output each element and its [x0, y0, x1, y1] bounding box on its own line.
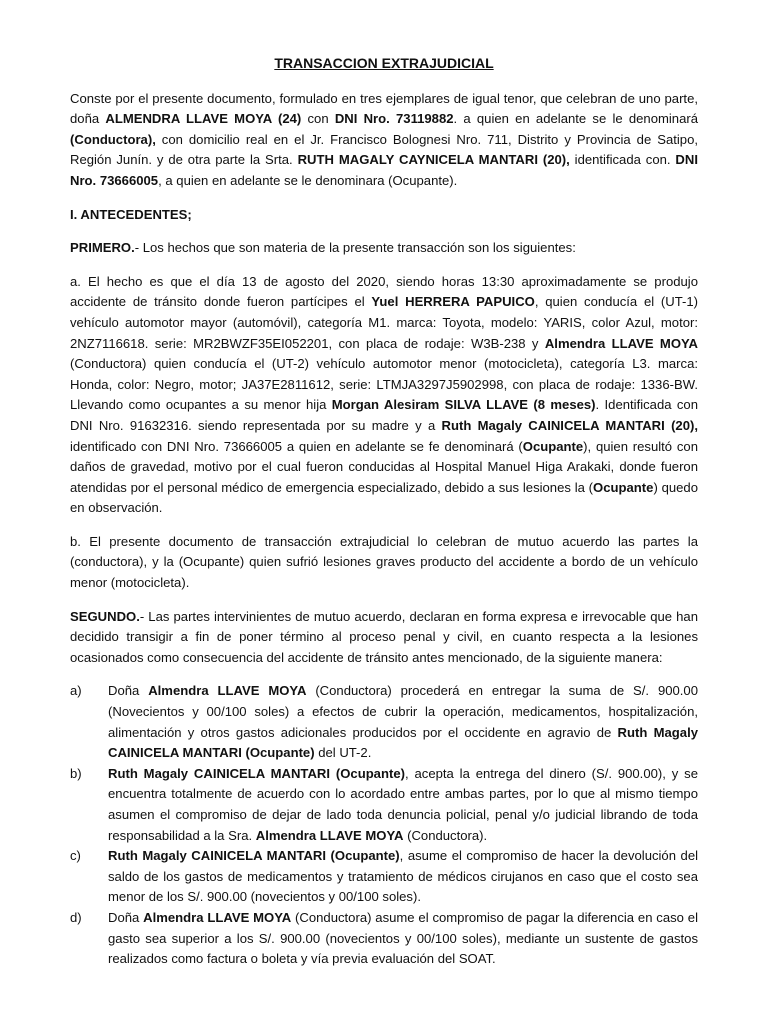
- bold-text-run: Yuel HERRERA PAPUICO: [371, 294, 535, 310]
- agreement-item: [70, 908, 698, 970]
- bold-text-run: ALMENDRA LLAVE MOYA (24): [105, 111, 302, 127]
- item-text: [108, 910, 698, 966]
- clause-segundo: [70, 607, 698, 669]
- text-run: Doña: [108, 909, 144, 925]
- text-run: con domicilio real en el Jr. Francisco Bolognesi Nro. 711, Distrito y Provincia de Satipo, Región Junín. y de otra parte la Srta.: [70, 131, 698, 168]
- bold-text-run: DNI Nro. 73119882: [334, 111, 454, 127]
- text-run: Doña: [108, 683, 149, 699]
- bold-text-run: Almendra LLAVE MOYA: [148, 683, 307, 699]
- text-run: b. El presente documento de transacción extrajudicial lo celebran de mutuo acuerdo las partes la (conductora), y la (Ocupante) quien sufrió lesiones graves producto del accidente a bordo de un vehículo menor (motocicleta).: [70, 533, 698, 591]
- text-run: , quien conducía el (UT-1) vehículo automotor mayor (automóvil), categoría M1. marca: Toyota, modelo: YARIS, color Azul, motor: 2NZ7116618. serie: MR2BWZF35EI052201, con placa de rodaje: W3B-238 y: [70, 294, 699, 351]
- item-marker: d): [70, 909, 82, 925]
- bold-text-run: Ruth Magaly CAINICELA MANTARI (Ocupante): [108, 848, 400, 864]
- text-run: , a quien en adelante se le denominara (Ocupante).: [158, 172, 458, 188]
- bold-text-run: Ruth Magaly CAINICELA MANTARI (Ocupante): [108, 724, 698, 761]
- text-run: (Conductora) asume el compromiso de pagar la diferencia en caso el gasto sea superior a los S/. 900.00 (novecientos y 00/100 soles), mediante un sustente de gastos realizados como factura o boleta y vía previa evaluación del SOAT.: [108, 909, 698, 967]
- text-run: identificada con.: [569, 152, 676, 168]
- item-marker: a): [70, 683, 82, 699]
- bold-text-run: Almendra LLAVE MOYA: [255, 827, 404, 843]
- section-heading-antecedentes: I. ANTECEDENTES;: [70, 206, 192, 222]
- item-marker: c): [70, 848, 81, 864]
- text-run: . Identificada con DNI Nro. 91632316. siendo representada por su madre y a: [70, 397, 698, 433]
- bold-text-run: Ocupante: [593, 479, 654, 495]
- text-run: ) quedo en observación.: [70, 479, 698, 516]
- bold-text-run: (Conductora),: [70, 131, 156, 147]
- text-run: - Las partes intervinientes de mutuo acuerdo, declaran en forma expresa e irrevocable que han decidido transigir a fin de poner término al proceso penal y civil, en cuanto respecta a la lesiones ocasionados como consecuencia del accidente de tránsito antes mencionado, de la siguiente manera:: [70, 608, 698, 665]
- text-run: Conste por el presente documento, formulado en tres ejemplares de igual tenor, que celebran de uno parte, doña: [70, 90, 698, 127]
- text-run: (Conductora).: [403, 827, 488, 843]
- agreement-list: [70, 681, 698, 969]
- document-title: TRANSACCION EXTRAJUDICIAL: [274, 55, 494, 71]
- bold-text-run: Ruth Magaly CAINICELA MANTARI (Ocupante): [108, 765, 405, 781]
- bold-text-run: Almendra LLAVE MOYA: [544, 335, 698, 351]
- text-run: con: [301, 111, 335, 127]
- text-run: - Los hechos que son materia de la presente transacción son los siguientes:: [134, 240, 576, 256]
- paragraph-b: [70, 532, 698, 594]
- text-run: , acepta la entrega del dinero (S/. 900.00), y se encuentra totalmente de acuerdo con lo acordado entre ambas partes, por lo que al mismo tiempo asumen el compromiso de dejar de lado toda denuncia policial, penal y/o judicial librando de toda responsabilidad a la Sra.: [108, 765, 698, 843]
- text-run: (Conductora) procederá en entregar la suma de S/. 900.00 (Novecientos y 00/100 soles) a efectos de cubrir la operación, medicamentos, hospitalización, alimentación y otros gastos adicionales producidos por el occidente en agravio de: [108, 683, 698, 740]
- bold-text-run: DNI Nro. 73666005: [70, 152, 698, 188]
- text-run: a. El hecho es que el día 13 de agosto del 2020, siendo horas 13:30 aproximadamente se produjo accidente de tránsito donde fueron partícipes el: [70, 273, 698, 310]
- text-run: identificado con DNI Nro. 73666005 a quien en adelante se fe denominará (: [70, 438, 523, 454]
- clause-primero: [70, 238, 698, 259]
- intro-paragraph: [70, 89, 698, 192]
- text-run: . a quien en adelante se le denominará: [453, 111, 698, 127]
- agreement-item: [70, 681, 698, 763]
- item-text: [108, 683, 698, 760]
- text-run: del UT-2.: [314, 745, 372, 761]
- text-run: (Conductora) quien conducía el (UT-2) vehículo automotor menor (motocicleta), categoría L3. marca: Honda, color: Negro, motor; JA37E2811612, serie: LTMJA3297J5902998, con placa de rodaje: 1336-BW. Llevando como ocupantes a su menor hija: [70, 356, 698, 413]
- bold-text-run: SEGUNDO.: [70, 608, 140, 624]
- bold-text-run: PRIMERO.: [70, 240, 135, 256]
- item-marker: b): [70, 765, 82, 781]
- agreement-item: [70, 846, 699, 908]
- bold-text-run: Almendra LLAVE MOYA: [143, 909, 292, 925]
- text-run: , asume el compromiso de hacer la devolución del saldo de los gastos de medicamentos y tratamiento de médicos cirujanos en caso que el costo sea menor de los S/. 900.00 (novecientos y 00/100 soles).: [108, 848, 699, 905]
- item-text: [108, 766, 698, 843]
- bold-text-run: RUTH MAGALY CAYNICELA MANTARI (20),: [297, 152, 570, 168]
- item-text: [108, 848, 698, 904]
- bold-text-run: Ocupante: [522, 438, 584, 454]
- bold-text-run: Ruth Magaly CAINICELA MANTARI (20),: [441, 417, 698, 433]
- paragraph-a: [70, 272, 698, 519]
- bold-text-run: Morgan Alesiram SILVA LLAVE (8 meses): [331, 397, 596, 413]
- text-run: ), quien resultó con daños de gravedad, motivo por el cual fueron conducidas al Hospital Manuel Higa Arakaki, donde fueron atendidas por el personal médico de emergencia especializado, debido a sus lesiones la (: [70, 438, 698, 495]
- agreement-item: [70, 764, 698, 846]
